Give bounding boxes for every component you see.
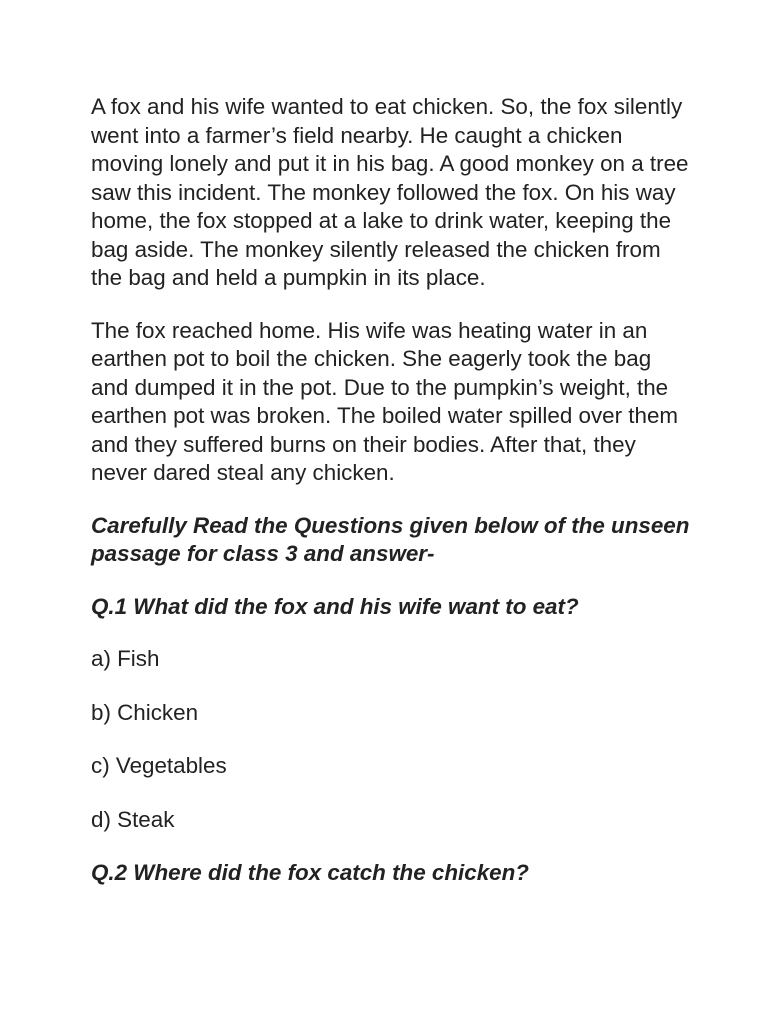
passage-paragraph-1: A fox and his wife wanted to eat chicken. So, the fox silently went into a farmer’s field nearby. He caught a chicken moving lonely and put it in his bag. A good monkey on a tree saw this incident. The monkey followed the fox. On his way home, the fox stopped at a lake to drink water, keeping the bag aside. The monkey silently released the chicken from the bag and held a pumpkin in its place. bbox=[91, 94, 689, 290]
question-1: Q.1 What did the fox and his wife want to eat? bbox=[91, 593, 579, 619]
question-1-option-a: a) Fish bbox=[91, 646, 160, 671]
question-1-options bbox=[91, 645, 691, 834]
instructions-heading: Carefully Read the Questions given below of the unseen passage for class 3 and answer- bbox=[91, 512, 690, 566]
question-1-option-b: b) Chicken bbox=[91, 699, 199, 725]
passage-paragraph-2: The fox reached home. His wife was heating water in an earthen pot to boil the chicken. She eagerly took the bag and dumped it in the pot. Due to the pumpkin’s weight, the earthen pot was broken. The boiled water spilled over them and they suffered burns on their bodies. After that, they never dared steal any chicken. bbox=[91, 317, 679, 485]
document-page bbox=[91, 93, 691, 912]
question-1-option-d: d) Steak bbox=[91, 806, 175, 832]
question-2: Q.2 Where did the fox catch the chicken? bbox=[91, 860, 529, 885]
question-1-option-c: c) Vegetables bbox=[91, 753, 227, 778]
